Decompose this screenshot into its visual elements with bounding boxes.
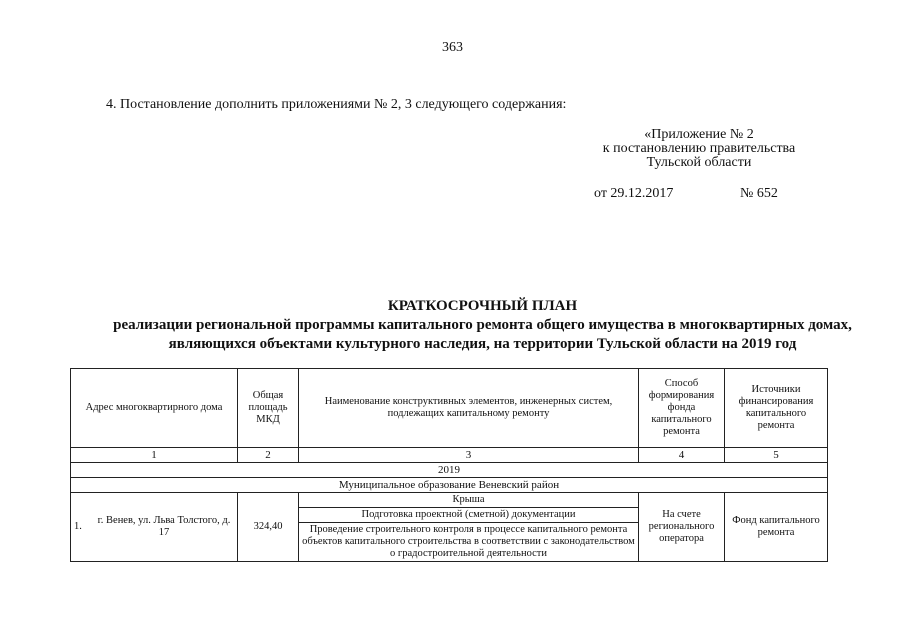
address-cell [71,493,238,562]
column-number: 2 [238,448,299,463]
decree-date: от 29.12.2017 [594,186,674,201]
header-address: Адрес многоквартирного дома [71,369,238,448]
decree-number: № 652 [740,186,778,201]
header-funding-source: Источники финансирования капитального ремонта [725,369,828,448]
column-number: 4 [639,448,725,463]
table-row [71,493,828,562]
column-number-row [71,448,828,463]
element-name: Крыша [299,493,638,508]
appendix-line-2: к постановлению правительства [602,141,796,156]
year-row [71,463,828,478]
page-number: 363 [442,40,463,55]
municipality-row [71,478,828,493]
column-number: 1 [71,448,238,463]
appendix-line-3: Тульской области [646,155,752,170]
table-header-row [71,369,828,448]
title-line-2: реализации региональной программы капитального ремонта общего имущества в многоквартирных домах, [113,317,852,333]
appendix-line-1: «Приложение № 2 [644,127,754,142]
work-item: Подготовка проектной (сметной) документации [299,508,638,523]
column-number: 3 [299,448,639,463]
year-cell: 2019 [71,463,828,478]
appendix-heading [594,128,804,170]
title-line-3: являющихся объектами культурного наследия, на территории Тульской области на 2019 год [168,336,797,352]
works-cell [299,493,639,562]
amendment-text: 4. Постановление дополнить приложениями № 2, 3 следующего содержания: [106,97,567,112]
header-elements: Наименование конструктивных элементов, инженерных систем, подлежащих капитальному ремонту [299,369,639,448]
header-fund-method: Способ формирования фонда капитального ремонта [639,369,725,448]
title-line-1: КРАТКОСРОЧНЫЙ ПЛАН [387,298,578,314]
area-cell: 324,40 [238,493,299,562]
work-item: Проведение строительного контроля в процессе капитального ремонта объектов капитального строительства в соответствии с законодательством о градостроительной деятельности [302,524,635,559]
plan-table [70,368,828,562]
document-title [60,297,905,354]
fund-method-cell: На счете регионального оператора [639,493,725,562]
funding-source-cell: Фонд капитального ремонта [725,493,828,562]
column-number: 5 [725,448,828,463]
municipality-cell: Муниципальное образование Веневский район [71,478,828,493]
address-text: г. Венев, ул. Льва Толстого, д. 17 [97,515,231,538]
header-area: Общая площадь МКД [238,369,299,448]
row-index: 1. [74,521,82,532]
